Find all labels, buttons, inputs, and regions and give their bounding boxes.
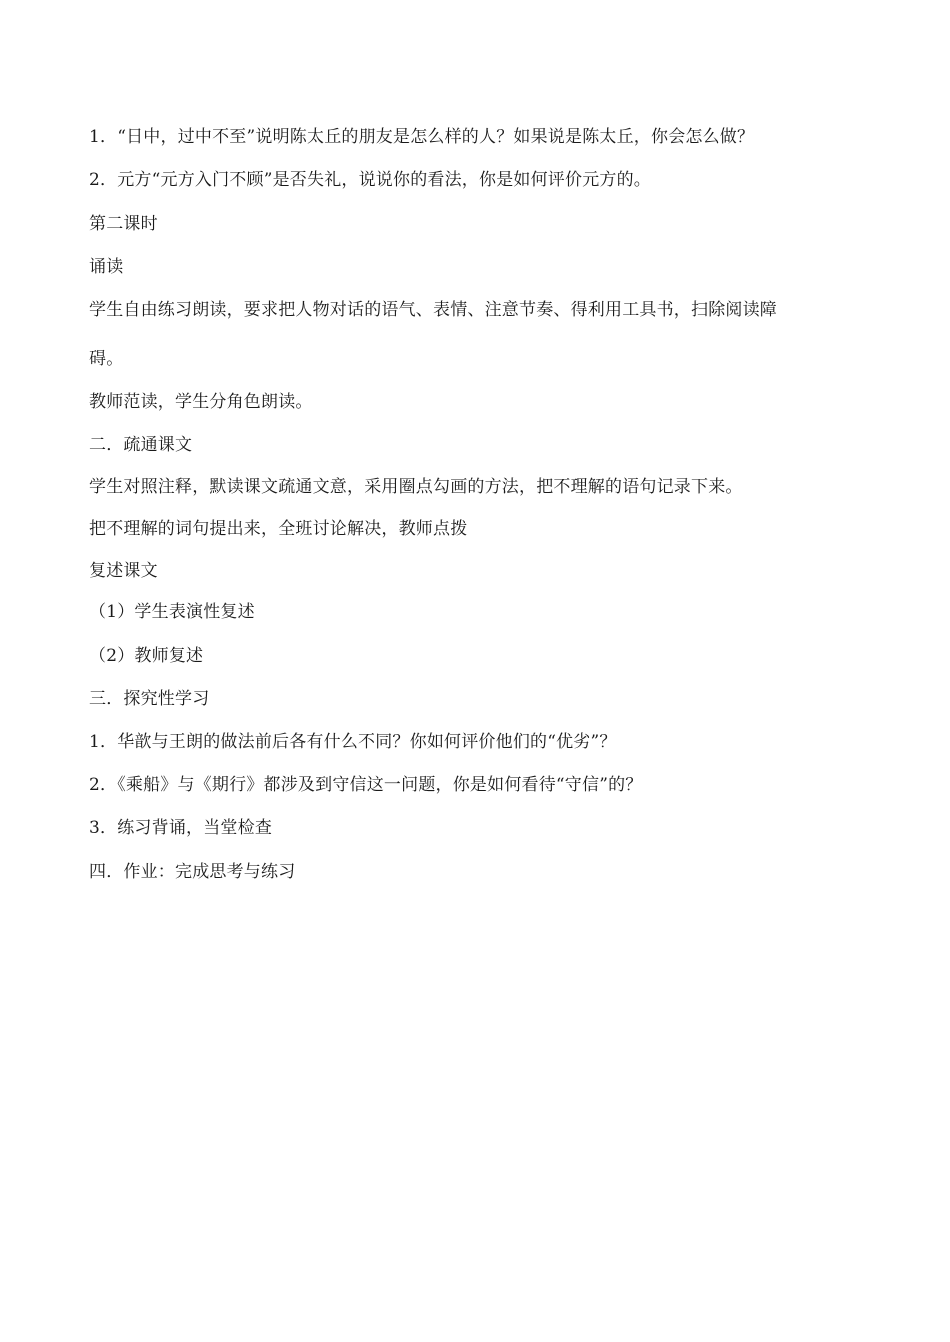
paragraph-discussion: 把不理解的词句提出来，全班讨论解决，教师点拨 bbox=[89, 519, 468, 539]
section-retell-heading: 复述课文 bbox=[89, 561, 158, 581]
list-item-retell-1: （1）学生表演性复述 bbox=[89, 602, 255, 622]
inquiry-question-2: 2．《乘船》与《期行》都涉及到守信这一问题，你是如何看待“守信”的？ bbox=[89, 775, 643, 795]
paragraph-annotation: 学生对照注释，默读课文疏通文意，采用圈点勾画的方法，把不理解的语句记录下来。 bbox=[89, 477, 743, 497]
section-4-homework: 四．作业：完成思考与练习 bbox=[89, 862, 296, 882]
inquiry-item-3: 3．练习背诵，当堂检查 bbox=[89, 818, 273, 838]
section-recite-heading: 诵读 bbox=[89, 257, 124, 277]
paragraph-teacher-reading: 教师范读，学生分角色朗读。 bbox=[89, 392, 313, 412]
paragraph-practice-reading: 学生自由练习朗读，要求把人物对话的语气、表情、注意节奏、得利用工具书，扫除阅读障 bbox=[89, 300, 777, 320]
paragraph-practice-reading-cont: 碍。 bbox=[89, 349, 124, 369]
question-2-line: 2．元方“元方入门不顾”是否失礼，说说你的看法，你是如何评价元方的。 bbox=[89, 170, 651, 190]
question-1-line: 1．“日中，过中不至”说明陈太丘的朋友是怎么样的人？如果说是陈太丘，你会怎么做？ bbox=[89, 127, 755, 147]
list-item-retell-2: （2）教师复述 bbox=[89, 646, 204, 666]
section-2-heading: 二．疏通课文 bbox=[89, 435, 193, 455]
inquiry-question-1: 1．华歆与王朗的做法前后各有什么不同？你如何评价他们的“优劣”？ bbox=[89, 732, 617, 752]
section-3-heading: 三．探究性学习 bbox=[89, 689, 210, 709]
lesson-heading: 第二课时 bbox=[89, 214, 158, 234]
